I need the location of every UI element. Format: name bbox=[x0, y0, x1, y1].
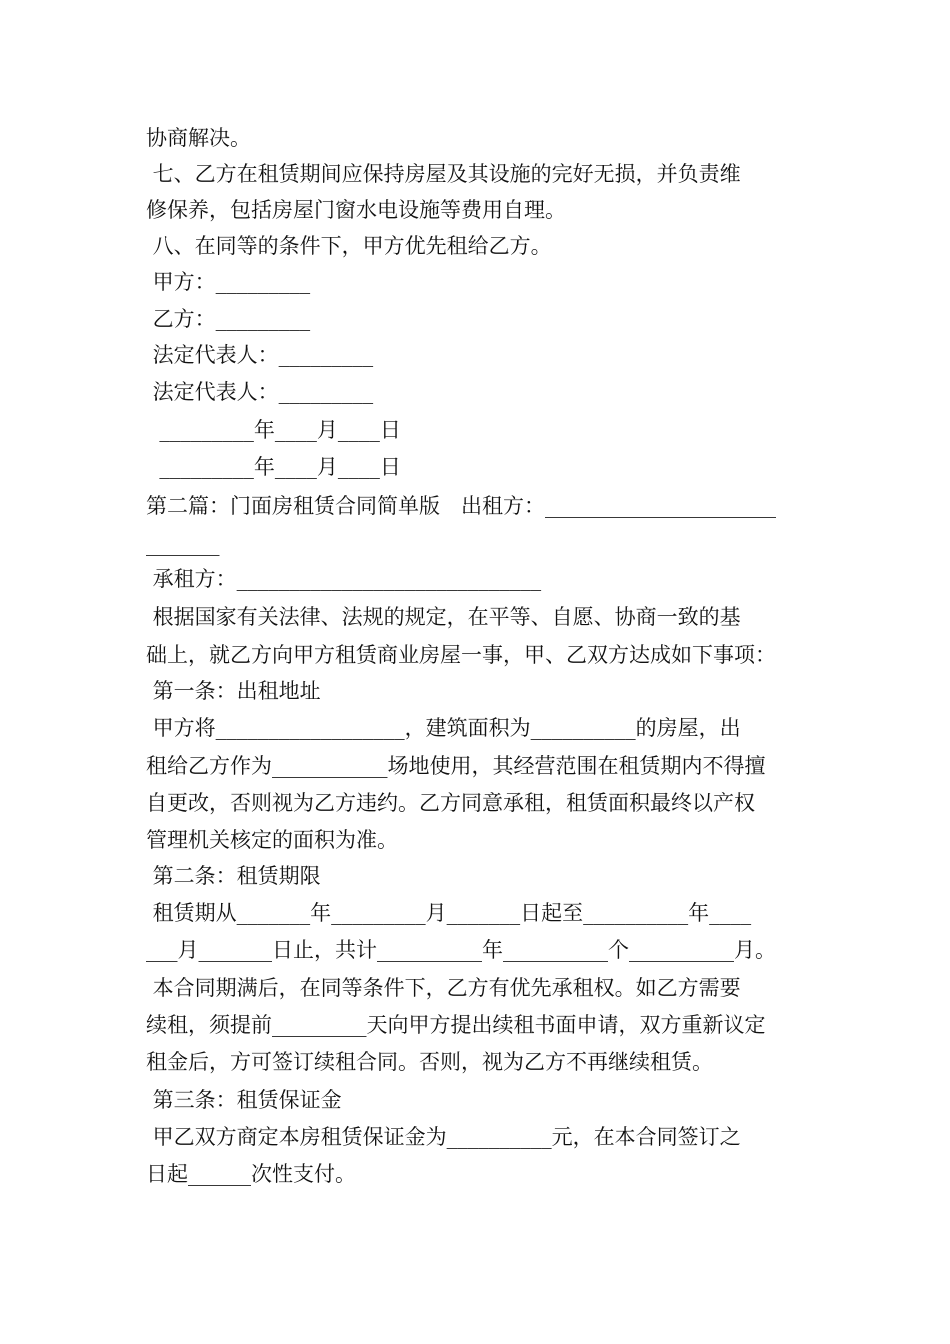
text-line: 础上，就乙方向甲方租赁商业房屋一事，甲、乙双方达成如下事项： bbox=[146, 643, 776, 667]
text-line: 自更改，否则视为乙方违约。乙方同意承租，租赁面积最终以产权 bbox=[146, 791, 755, 815]
text-line: 第一条：出租地址 bbox=[146, 679, 321, 703]
text-line: 租金后，方可签订续租合同。否则，视为乙方不再继续租赁。 bbox=[146, 1050, 713, 1074]
text-line: 甲乙双方商定本房租赁保证金为__________元，在本合同签订之 bbox=[146, 1125, 741, 1149]
text-line: 第三条：租赁保证金 bbox=[146, 1088, 342, 1112]
text-line: 管理机关核定的面积为准。 bbox=[146, 828, 398, 852]
text-line: 甲方将__________________，建筑面积为__________的房屋，出 bbox=[146, 716, 741, 740]
text-line: 续租，须提前_________天向甲方提出续租书面申请，双方重新议定 bbox=[146, 1013, 766, 1037]
text-line: 承租方：_____________________________ bbox=[146, 567, 542, 591]
text-line: 八、在同等的条件下，甲方优先租给乙方。 bbox=[146, 234, 552, 258]
text-line: 甲方：_________ bbox=[146, 270, 311, 294]
text-line: 乙方：_________ bbox=[146, 307, 311, 331]
text-line: 修保养，包括房屋门窗水电设施等费用自理。 bbox=[146, 198, 566, 222]
text-line: 七、乙方在租赁期间应保持房屋及其设施的完好无损，并负责维 bbox=[146, 162, 741, 186]
text-line: ___月_______日止，共计__________年__________个__________月。 bbox=[146, 938, 776, 962]
text-line: 租给乙方作为___________场地使用，其经营范围在租赁期内不得擅 bbox=[146, 754, 766, 778]
text-line: _________年____月____日 bbox=[146, 418, 401, 442]
text-line: _________年____月____日 bbox=[146, 455, 401, 479]
text-line: _______ bbox=[146, 532, 220, 556]
text-line: 法定代表人：_________ bbox=[146, 380, 374, 404]
text-line: 本合同期满后，在同等条件下，乙方有优先承租权。如乙方需要 bbox=[146, 976, 741, 1000]
text-line: 法定代表人：_________ bbox=[146, 343, 374, 367]
text-line: 协商解决。 bbox=[146, 126, 251, 150]
section-heading: 第二篇：门面房租赁合同简单版 出租方：______________________ bbox=[146, 494, 776, 518]
text-line: 根据国家有关法律、法规的规定，在平等、自愿、协商一致的基 bbox=[146, 605, 741, 629]
text-line: 租赁期从_______年_________月_______日起至__________年____ bbox=[146, 901, 752, 925]
text-line: 第二条：租赁期限 bbox=[146, 864, 321, 888]
text-line: 日起______次性支付。 bbox=[146, 1162, 356, 1186]
